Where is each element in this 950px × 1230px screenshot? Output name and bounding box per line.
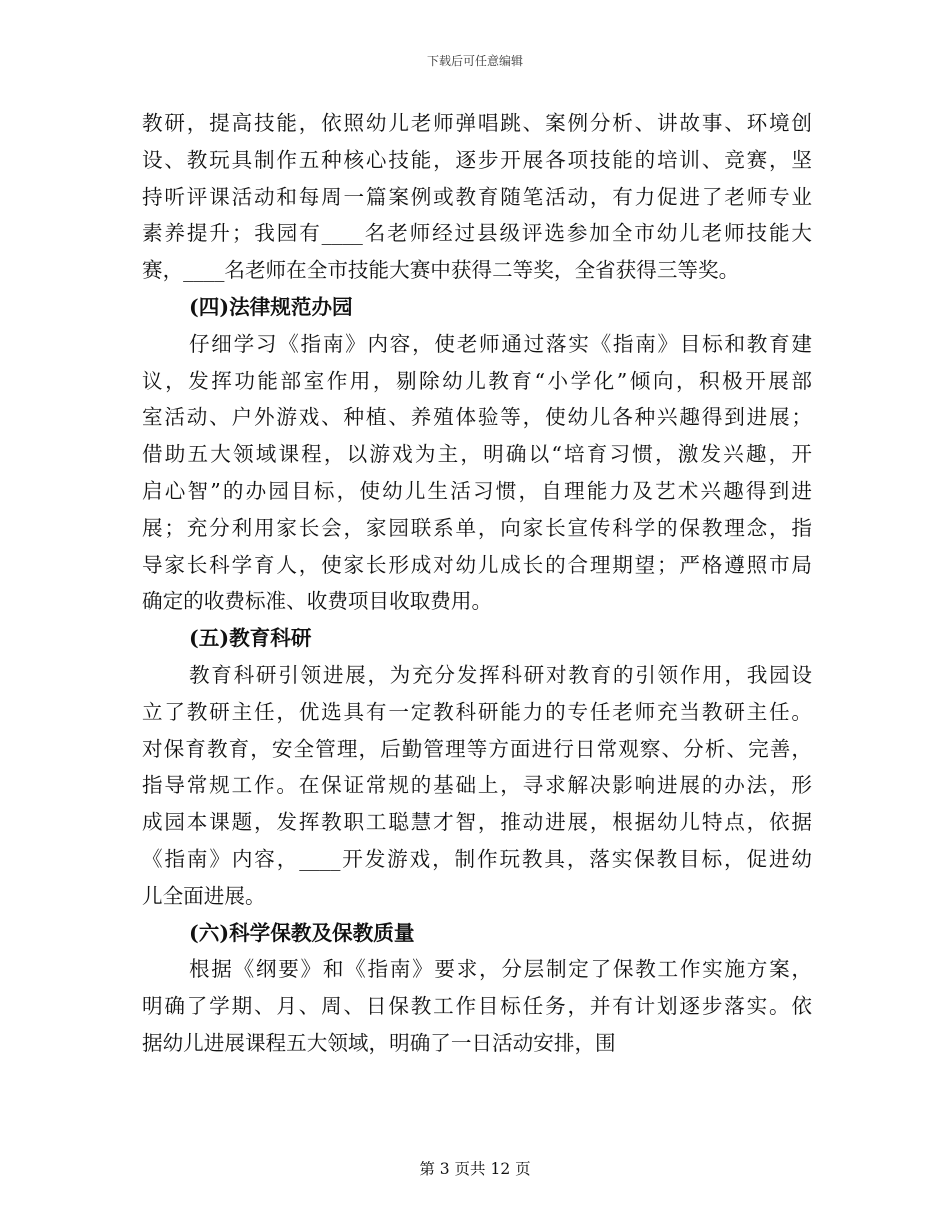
section-heading-6: (六)科学保教及保教质量	[189, 920, 415, 945]
page-header: 下载后可任意编辑	[426, 54, 523, 68]
body-line: 教研，提高技能，依照幼儿老师弹唱跳、案例分析、讲故事、环境创	[142, 111, 812, 135]
body-line: 议，发挥功能部室作用，剔除幼儿教育“小学化”倾向，积极开展部	[142, 368, 812, 393]
body-line: 儿全面进展。	[142, 883, 266, 908]
body-line: 成园本课题，发挥教职工聪慧才智，推动进展，根据幼儿特点，依据	[142, 810, 812, 835]
document-body	[142, 105, 812, 1062]
body-line: 启心智”的办园目标，使幼儿生活习惯，自理能力及艺术兴趣得到进	[142, 478, 812, 503]
body-line: 据幼儿进展课程五大领域，明确了一日活动安排，围	[142, 1030, 616, 1055]
page-footer: 第 3 页共 12 页	[419, 1160, 531, 1178]
body-line: 确定的收费标准、收费项目收取费用。	[142, 589, 493, 614]
body-line: 指导常规工作。在保证常规的基础上，寻求解决影响进展的办法，形	[142, 773, 812, 798]
body-line: 赛，____名老师在全市技能大赛中获得二等奖，全省获得三等奖。	[142, 258, 740, 283]
body-line: 持听评课活动和每周一篇案例或教育随笔活动，有力促进了老师专业	[142, 184, 812, 209]
body-line: 导家长科学育人，使家长形成对幼儿成长的合理期望；严格遵照市局	[142, 552, 812, 577]
section-heading-5: (五)教育科研	[189, 626, 312, 651]
body-line: 根据《纲要》和《指南》要求，分层制定了保教工作实施方案，	[189, 957, 812, 982]
body-line: 展；充分利用家长会，家园联系单，向家长宣传科学的保教理念，指	[142, 515, 812, 540]
body-line: 仔细学习《指南》内容，使老师通过落实《指南》目标和教育建	[189, 331, 812, 356]
body-line: 设、教玩具制作五种核心技能，逐步开展各项技能的培训、竞赛，坚	[142, 147, 812, 172]
body-line: 室活动、户外游戏、种植、养殖体验等，使幼儿各种兴趣得到进展；	[142, 405, 812, 430]
body-line: 《指南》内容，____开发游戏，制作玩教具，落实保教目标，促进幼	[142, 846, 812, 871]
body-line: 对保育教育，安全管理，后勤管理等方面进行日常观察、分析、完善，	[142, 736, 812, 761]
body-line: 素养提升；我园有____名老师经过县级评选参加全市幼儿老师技能大	[142, 221, 812, 246]
body-line: 明确了学期、月、周、日保教工作目标任务，并有计划逐步落实。依	[142, 994, 812, 1019]
body-line: 借助五大领域课程，以游戏为主，明确以“培育习惯，激发兴趣，开	[142, 442, 812, 467]
section-heading-4: (四)法律规范办园	[189, 294, 353, 319]
body-line: 教育科研引领进展，为充分发挥科研对教育的引领作用，我园设	[189, 662, 812, 687]
body-line: 立了教研主任，优选具有一定教科研能力的专任老师充当教研主任。	[142, 699, 812, 724]
